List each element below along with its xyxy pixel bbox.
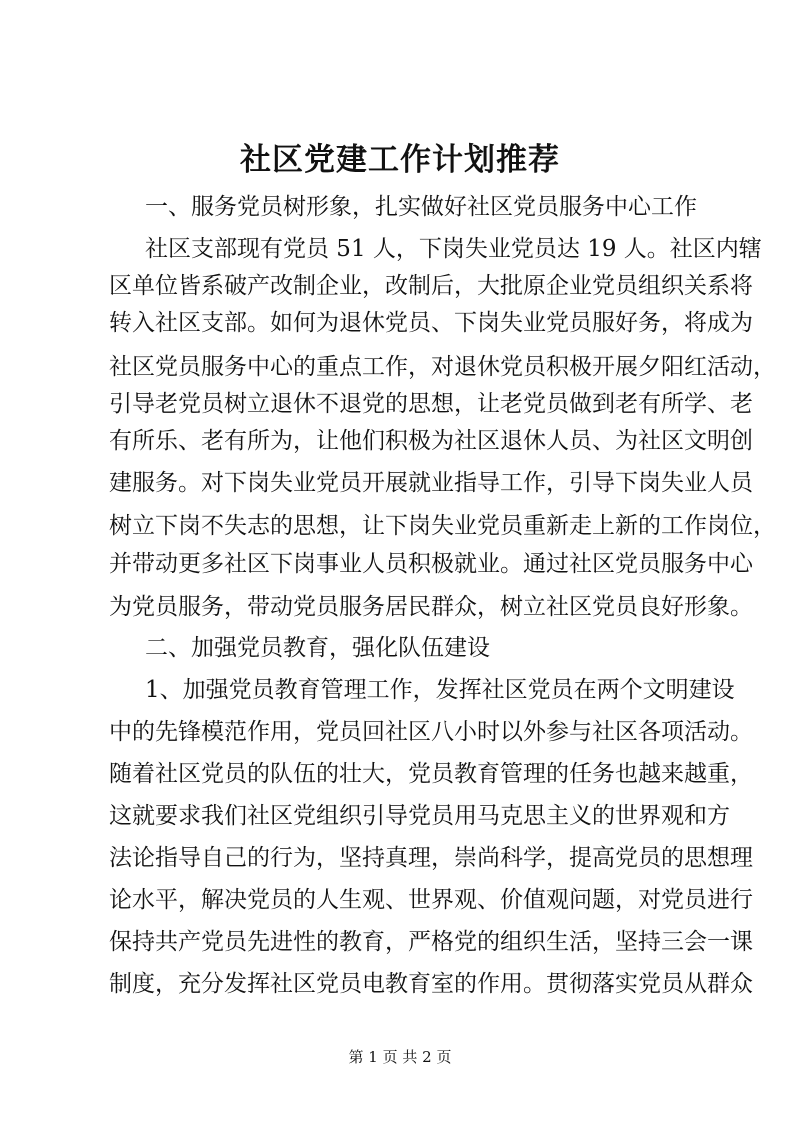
- section-heading: 二、加强党员教育，强化队伍建设: [145, 635, 490, 661]
- paragraph-line: 区单位皆系破产改制企业，改制后，大批原企业党员组织关系将: [109, 273, 753, 299]
- paragraph-line: 随着社区党员的队伍的壮大，党员教育管理的任务也越来越重，: [109, 761, 753, 787]
- paragraph-line: 社区支部现有党员 51 人，下岗失业党员达 19 人。社区内辖: [145, 236, 762, 262]
- paragraph-line: 论水平，解决党员的人生观、世界观、价值观问题，对党员进行: [109, 887, 753, 913]
- paragraph-line: 引导老党员树立退休不退党的思想，让老党员做到老有所学、老: [109, 391, 753, 417]
- paragraph-line: 这就要求我们社区党组织引导党员用马克思主义的世界观和方: [109, 803, 730, 829]
- paragraph-line: 建服务。对下岗失业党员开展就业指导工作，引导下岗失业人员: [109, 470, 753, 496]
- paragraph-line: 1、加强党员教育管理工作，发挥社区党员在两个文明建设: [145, 677, 735, 703]
- paragraph-line: 法论指导自己的行为，坚持真理，崇尚科学，提高党员的思想理: [109, 845, 753, 871]
- document-title: 社区党建工作计划推荐: [240, 142, 560, 178]
- paragraph-line: 并带动更多社区下岗事业人员积极就业。通过社区党员服务中心: [109, 551, 753, 577]
- paragraph-line: 制度，充分发挥社区党员电教育室的作用。贯彻落实党员从群众: [109, 971, 753, 997]
- paragraph-line: 转入社区支部。如何为退休党员、下岗失业党员服好务，将成为: [109, 310, 753, 336]
- paragraph-line: 树立下岗不失志的思想，让下岗失业党员重新走上新的工作岗位，: [109, 513, 776, 539]
- section-heading: 一、服务党员树形象，扎实做好社区党员服务中心工作: [145, 194, 697, 220]
- paragraph-line: 中的先锋模范作用，党员回社区八小时以外参与社区各项活动。: [109, 719, 753, 745]
- paragraph-line: 保持共产党员先进性的教育，严格党的组织生活，坚持三会一课: [109, 929, 753, 955]
- paragraph-line: 为党员服务，带动党员服务居民群众，树立社区党员良好形象。: [109, 594, 753, 620]
- paragraph-line: 有所乐、老有所为，让他们积极为社区退休人员、为社区文明创: [109, 428, 753, 454]
- paragraph-line: 社区党员服务中心的重点工作，对退休党员积极开展夕阳红活动，: [109, 354, 776, 380]
- page-footer: 第 1 页 共 2 页: [348, 1048, 452, 1066]
